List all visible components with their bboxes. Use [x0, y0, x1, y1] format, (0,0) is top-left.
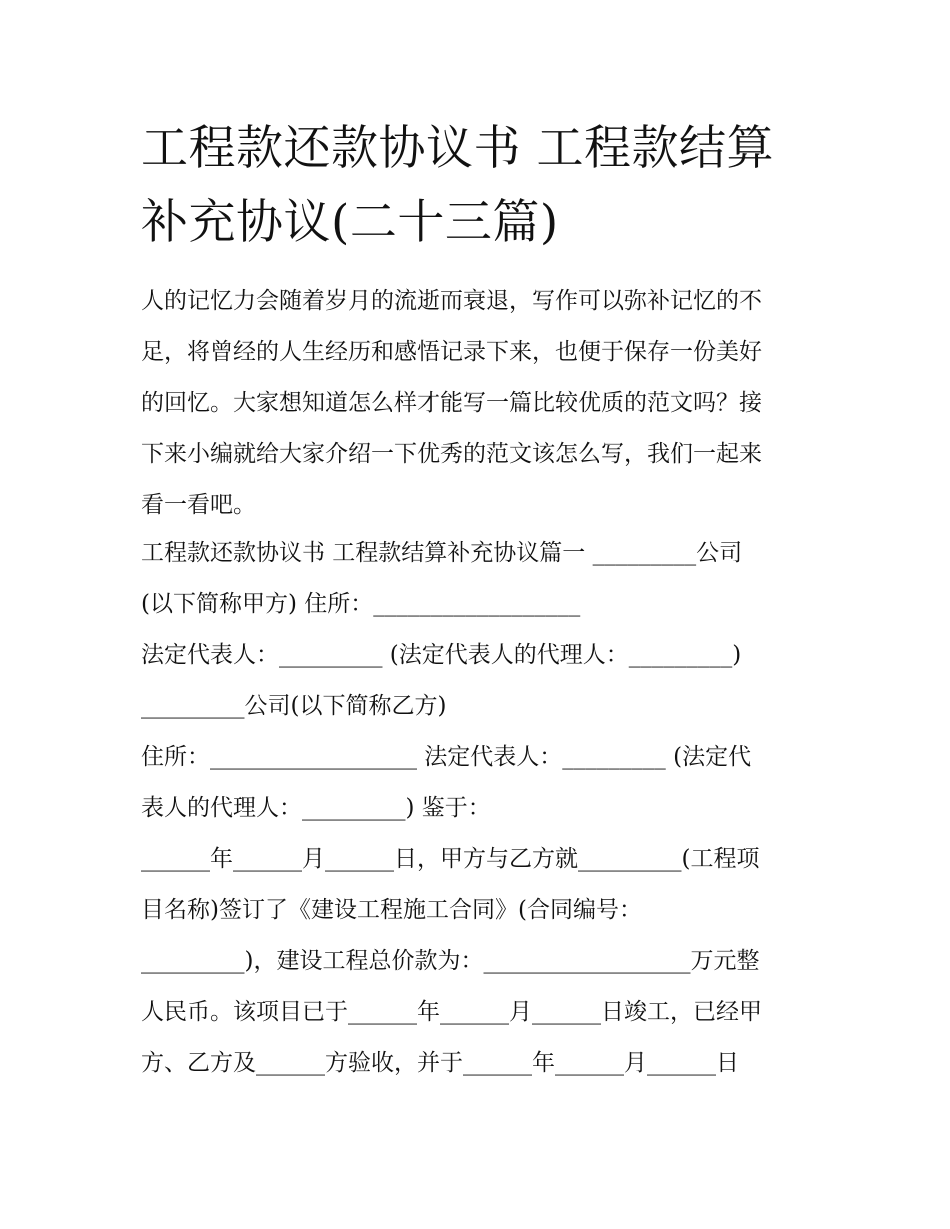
contract-line: ______年______月______日，甲方与乙方就_________(工程项	[141, 846, 760, 872]
contract-line: 人民币。该项目已于______年______月______日竣工，已经甲	[141, 999, 762, 1025]
intro-line: 人的记忆力会随着岁月的流逝而衰退，写作可以弥补记忆的不	[141, 288, 762, 314]
document-title	[141, 112, 821, 260]
contract-line: 方、乙方及______方验收，并于______年______月______日	[141, 1050, 739, 1076]
contract-line: 工程款还款协议书 工程款结算补充协议篇一 _________公司	[141, 540, 743, 566]
contract-line: (以下简称甲方) 住所：__________________	[141, 591, 581, 617]
intro-paragraph	[141, 276, 813, 531]
contract-line: 表人的代理人：_________) 鉴于：	[141, 795, 491, 821]
contract-line: _________)，建设工程总价款为：__________________万元整	[141, 948, 760, 974]
title-line-1: 工程款还款协议书 工程款结算	[141, 121, 774, 176]
contract-line: _________公司(以下简称乙方)	[141, 693, 447, 719]
contract-line: 法定代表人：_________ (法定代表人的代理人：_________)	[141, 642, 742, 668]
contract-body	[141, 528, 813, 1089]
contract-line: 目名称)签订了《建设工程施工合同》(合同编号：	[141, 897, 642, 923]
contract-line: 住所：__________________ 法定代表人：_________ (法定代	[141, 744, 752, 770]
intro-line: 的回忆。大家想知道怎么样才能写一篇比较优质的范文吗？接	[141, 390, 762, 416]
intro-line: 足，将曾经的人生经历和感悟记录下来，也便于保存一份美好	[141, 339, 762, 365]
title-line-2: 补充协议(二十三篇)	[141, 195, 559, 250]
intro-line: 看一看吧。	[141, 492, 256, 518]
intro-line: 下来小编就给大家介绍一下优秀的范文该怎么写，我们一起来	[141, 441, 762, 467]
